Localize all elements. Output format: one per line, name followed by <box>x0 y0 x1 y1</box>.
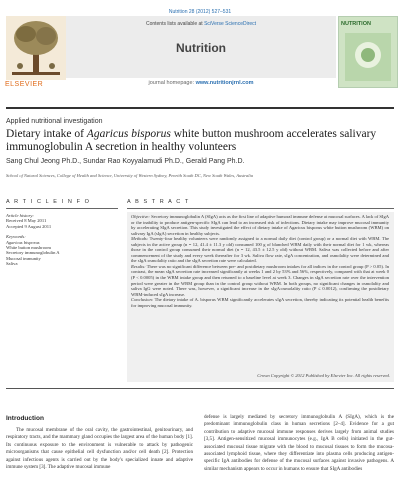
abstract-heading: A B S T R A C T <box>127 199 190 205</box>
journal-masthead <box>66 16 336 78</box>
intro-paragraph: defense is largely mediated by secretory immunoglobulin A (SIgA), which is the predominant immunoglobulin class in human secretions [2–4]. Evidence for a gut contribution to adaptive mucosal immune responses derives largely from animal studies [3,5]. Antigen-sensitized mucosal immunocytes (e.g., IgA B cells) initiated in the gut-associated mucosal tissue migrate with the blood to mucosal tissues to form the mucosa-associated lymphoid tissue, where they differentiate into plasma cells producing antigen-specific IgA antibodies for defense of the mucosal surfaces against invasive pathogens. A similar mechanism appears to occur in humans to ensure that SIgA antibodies <box>204 414 394 472</box>
accepted-date: Accepted 9 August 2011 <box>6 223 52 229</box>
history-label: Article history: <box>6 213 34 218</box>
intro-left-column <box>6 427 193 500</box>
header-divider <box>6 107 394 109</box>
methods-text: Twenty-four healthy volunteers were randomly assigned to a normal daily diet (control group) or a normal diet with WBM. The subjects in the active group (n = 12, 41.4 ± 11.3 y old) consumed 100 g of blanched WBM daily with their normal diet for 1 wk, whereas those in the control group consumed their normal diet (n = 12, 43.5 ± 12.5 y old) without WBM. Saliva was collected before and after commencement of the study and every week thereafter for 3 wk. Saliva flow rate, sIgA concentration, and osmolality were determined and the sIgA:osmolality ratio and the sIgA secretion rate were calculated. <box>131 236 390 264</box>
abstract-text <box>131 214 389 308</box>
keyword-item: Agaricus bisporus <box>6 239 40 245</box>
article-type: Applied nutritional investigation <box>6 118 103 125</box>
objective-label: Objective: <box>131 214 150 219</box>
keyword-item: White button mushroom <box>6 245 51 251</box>
journal-reference[interactable]: Nutrition 28 (2012) 527–531 <box>168 9 232 15</box>
intro-right-column <box>204 414 394 500</box>
journal-cover-thumbnail <box>338 16 398 88</box>
keyword-item: Secretory immunoglobulin A <box>6 250 60 256</box>
article-info-heading: A R T I C L E I N F O <box>6 199 91 205</box>
intro-paragraph: The mucosal membrane of the oral cavity, the gastrointestinal, genitourinary, and respiratory tracts, and the mammary gland occupies the largest area of the human body [1]. Its continuous exposure to the environment is vulnerable to attack by pathogenic microorganisms that cause epithelial cell dysfunction and/or cell death [2]. Protection against infectious agents is carried out by the body's specialized innate and adaptive immune system [3]. The adaptive mucosal immune <box>6 427 193 471</box>
cover-title: NUTRITION <box>341 21 371 27</box>
author-list[interactable]: Sang Chul Jeong Ph.D., Sundar Rao Koyyalamudi Ph.D., Gerald Pang Ph.D. <box>6 158 245 165</box>
introduction-heading: Introduction <box>6 415 44 422</box>
keyword-item: Saliva <box>6 261 18 267</box>
cover-artwork <box>345 33 391 81</box>
homepage-label: journal homepage: <box>148 80 195 86</box>
article-title <box>6 128 394 154</box>
conclusion-text: The dietary intake of A. bisporus WBM significantly accelerates sIgA secretion, thereby indicating its potential health benefits for improving mucosal immunity. <box>131 297 389 308</box>
copyright-notice: Crown Copyright © 2012 Published by Elsevier Inc. All rights reserved. <box>257 373 390 378</box>
title-species: Agaricus bisporus <box>86 128 171 140</box>
abstract-rule <box>127 208 394 209</box>
received-date: Received 8 May 2011 <box>6 218 47 224</box>
title-prefix: Dietary intake of <box>6 128 87 140</box>
contents-prefix: Contents lists available at <box>145 21 203 27</box>
keywords-label: Keywords: <box>6 234 26 240</box>
methods-label: Methods: <box>131 236 149 242</box>
article-info-rule <box>6 208 118 209</box>
article-info <box>6 213 121 267</box>
results-text: There was no significant difference between pre- and postdietary mushroom intakes for all indices in the control group (P > 0.05). In contrast, the mean sIgA secretion rate increased significantly at weeks 1 and 2 by 53% and 56%, respectively, compared with that at week 0 (P < 0.0005) in the WBM intake group and then returned to a baseline level at week 3. Changes in sIgA secretion rate over the intervention period were greater in the WBM group than in the control group without WBM. In both groups, no significant changes in osmolality and saliva IgG were noted. There was, however, a significant increase in the sIgA:osmolality ratio (P ≤ 0.0012), confirming the postdietary WBM-induced sIgA increase. <box>131 263 389 297</box>
homepage-link[interactable]: www.nutritionjrnl.com <box>195 80 254 86</box>
conclusion-label: Conclusion: <box>131 297 154 303</box>
contents-line <box>66 21 336 27</box>
keyword-item: Mucosal immunity <box>6 255 41 261</box>
affiliation: School of Natural Sciences, College of Health and Science, University of Western Sydney, Penrith South DC, New South Wales, Australia <box>6 173 254 178</box>
results-label: Results: <box>131 263 146 269</box>
objective-text: Secretory immunoglobulin A (SIgA) acts as the first line of adaptive humoral immune defense at mucosal surfaces. A lack of SIgA or the inability to produce antigen-specific SIgA can lead to an increased risk of infections. Dietary intake may improve mucosal immunity by accelerating SIgA secretion. This study investigated the effect of dietary intake of Agaricus bisporus white button mushroom (WBM) on salivary IgA (sIgA) secretion in healthy subjects. <box>131 214 389 236</box>
elsevier-tree-logo <box>6 16 66 80</box>
journal-homepage <box>66 80 336 86</box>
title-suffix: white button mushroom accelerates salivary immunoglobulin A secretion in healthy volunteers <box>6 128 377 153</box>
publisher-name: ELSEVIER <box>5 81 44 88</box>
abstract-bottom-rule <box>6 388 394 389</box>
sciencedirect-link[interactable]: SciVerse ScienceDirect <box>204 21 257 27</box>
abstract-box <box>127 212 394 382</box>
journal-title: Nutrition <box>176 41 226 55</box>
